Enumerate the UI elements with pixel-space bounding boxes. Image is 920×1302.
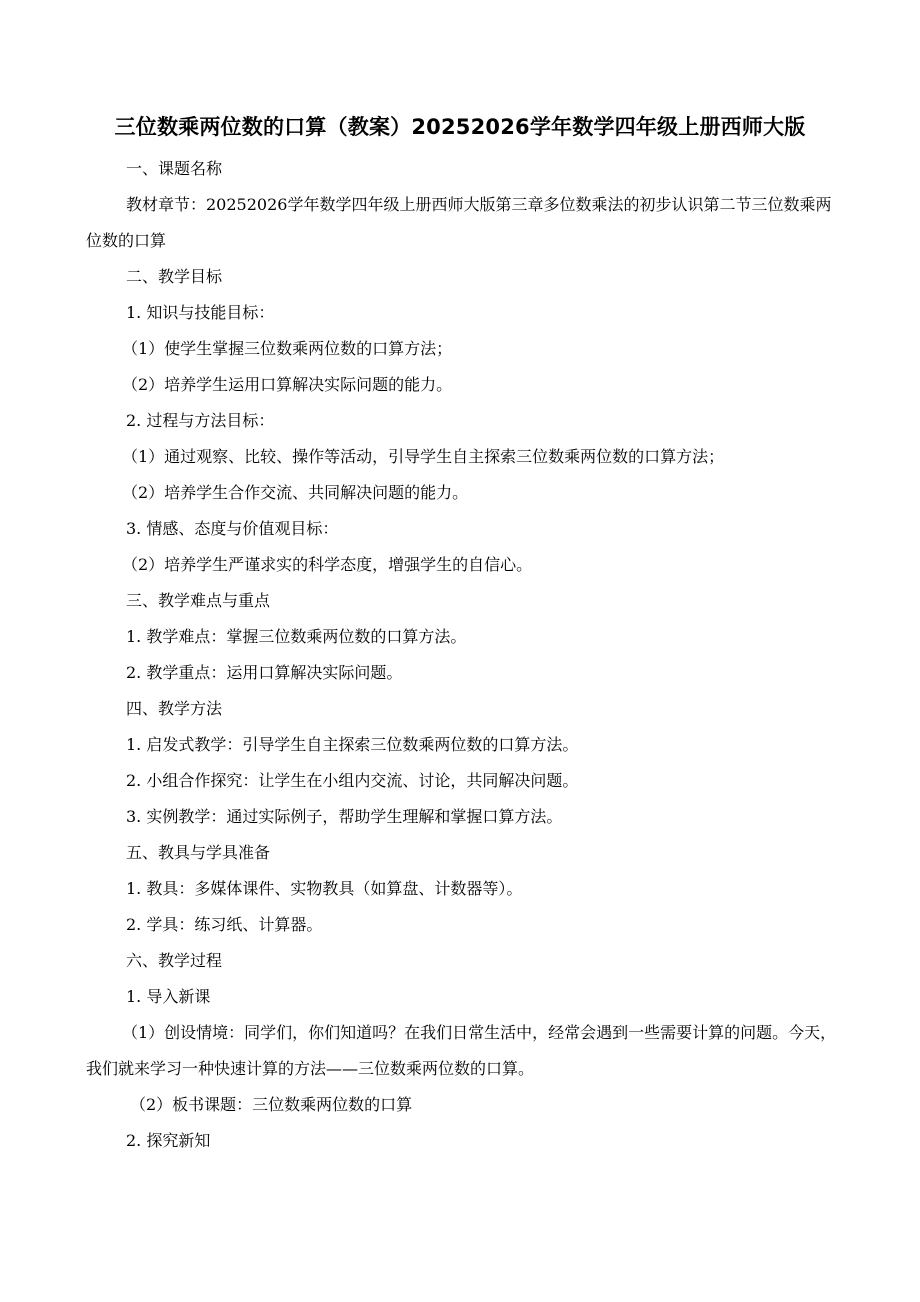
subheading-emotion-values: 3. 情感、态度与价值观目标： — [126, 519, 339, 538]
subheading-process-method: 2. 过程与方法目标： — [126, 411, 275, 430]
heading-teaching-aids: 五、教具与学具准备 — [126, 843, 271, 862]
list-item: 1. 教学难点：掌握三位数乘两位数的口算方法。 — [126, 627, 467, 646]
list-item: 2. 教学重点：运用口算解决实际问题。 — [126, 663, 403, 682]
heading-difficulties-keypoints: 三、教学难点与重点 — [126, 591, 271, 610]
list-item: 1. 启发式教学：引导学生自主探索三位数乘两位数的口算方法。 — [126, 735, 579, 754]
document-title: 三位数乘两位数的口算（教案）20252026学年数学四年级上册西师大版 — [114, 115, 806, 139]
heading-lesson-name: 一、课题名称 — [126, 159, 223, 178]
heading-teaching-objectives: 二、教学目标 — [126, 267, 223, 286]
subheading-introduction: 1. 导入新课 — [126, 987, 211, 1006]
list-item: （2）板书课题：三位数乘两位数的口算 — [130, 1095, 413, 1114]
list-item: （2）培养学生运用口算解决实际问题的能力。 — [122, 375, 453, 394]
paragraph-textbook-chapter: 教材章节：20252026学年数学四年级上册西师大版第三章多位数乘法的初步认识第二节三位数乘两位数的口算 — [86, 195, 832, 250]
list-item: （1）使学生掌握三位数乘两位数的口算方法； — [122, 339, 453, 358]
list-item: 3. 实例教学：通过实际例子，帮助学生理解和掌握口算方法。 — [126, 807, 563, 826]
list-item: （2）培养学生合作交流、共同解决问题的能力。 — [122, 483, 469, 502]
heading-teaching-methods: 四、教学方法 — [126, 699, 223, 718]
subheading-explore-new: 2. 探究新知 — [126, 1131, 211, 1150]
list-item: 2. 学具：练习纸、计算器。 — [126, 915, 323, 934]
list-item: （1）通过观察、比较、操作等活动，引导学生自主探索三位数乘两位数的口算方法； — [122, 447, 725, 466]
paragraph-create-situation: （1）创设情境：同学们，你们知道吗？在我们日常生活中，经常会遇到一些需要计算的问题。今天，我们就来学习一种快速计算的方法——三位数乘两位数的口算。 — [86, 1023, 837, 1078]
heading-teaching-process: 六、教学过程 — [126, 951, 223, 970]
list-item: 2. 小组合作探究：让学生在小组内交流、讨论，共同解决问题。 — [126, 771, 579, 790]
list-item: （2）培养学生严谨求实的科学态度，增强学生的自信心。 — [122, 555, 533, 574]
list-item: 1. 教具：多媒体课件、实物教具（如算盘、计数器等）。 — [126, 879, 523, 898]
subheading-knowledge-skills: 1. 知识与技能目标： — [126, 303, 275, 322]
